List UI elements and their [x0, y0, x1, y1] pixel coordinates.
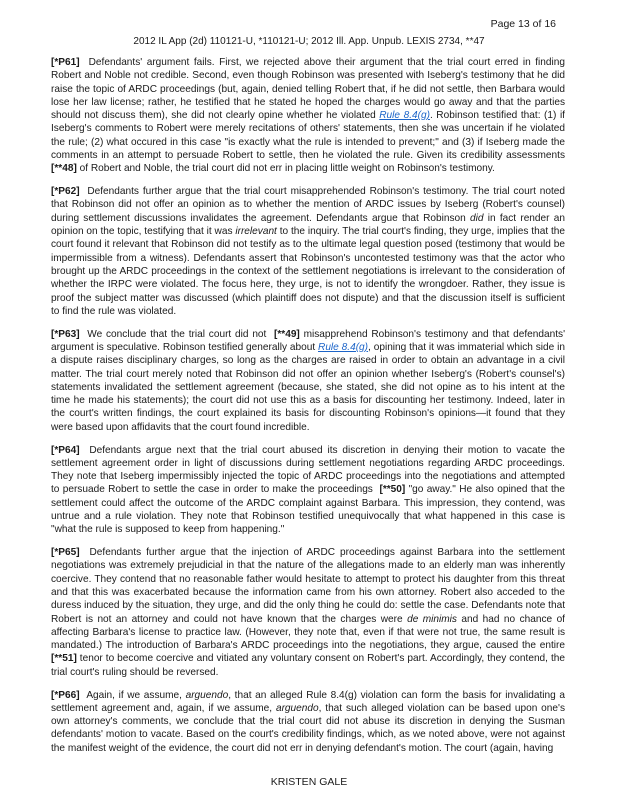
paragraph-marker: [*P62] — [51, 186, 80, 198]
page-number: Page 13 of 16 — [490, 18, 556, 30]
paragraph-text: Defendants further argue that the injection of ARDC proceedings against Barbara into the settlement negotiations was extremely prejudicial in that the nature of the allegations made to an elderly man was inherently coercive. They contend that no reasonable father would hesitate to attempt to protect his daughter from this threat and that this was exacerbated because the information came from his own attorney. Robert also acceded to the duress induced by the situation, they urge, and did the only thing he could do: settle the case. Defendants note that Robert is not an attorney and could not have known that the charges were — [51, 547, 568, 625]
opinion-paragraph — [51, 546, 568, 679]
paragraph-marker: [*P64] — [51, 444, 80, 456]
paragraph-text: to the inquiry. The trial court's finding, they urge, implies that the court found it relevant that Robinson did not testify as to the ultimate legal question posed (testimony that would be impermissible from a witness). Defendants assert that Robinson's uncontested testimony was that the actor who brought up the ARDC proceedings in the context of the settlement negotiations is irrelevant to the consideration of whether the IRPC were violated. The focus here, they urge, is not to identify the wrongdoer. Rather, they issue is proof the subject matter was discussed (which plaintiff does not dispute) and that the discussion itself is sufficient to find the rule was violated. — [51, 226, 568, 317]
emphasis-text: arguendo — [185, 689, 229, 701]
paragraph-text: tenor to become coercive and vitiated any voluntary consent on Robert's part. Accordingly, they contend, the trial court's ruling should be reversed. — [51, 653, 568, 678]
emphasis-text: irrelevant — [235, 226, 277, 238]
opinion-paragraph — [51, 689, 568, 755]
paragraph-text: and had no chance of affecting Barbara's license to practice law. (However, they note that, even if that were not true, the same result is mandated.) The introduction of Barbara's ARDC proceedings into the negotiations, they argue, caused the entire — [51, 613, 568, 652]
paragraph-marker: [*P63] — [51, 328, 80, 340]
paragraph-text: Defendants further argue that the trial court misapprehended Robinson's testimony. The trial court noted that Robinson did not offer an opinion as to whether the mention of ARDC issues by Iseberg (Robert's counsel) during settlement discussions invalidates the agreement. Defendants argue that Robinson — [51, 186, 568, 224]
paragraph-text: , that such alleged violation can be based upon one's own attorney's comments, we conclude that the trial court did not abuse its discretion in denying the Susman defendants' motion to vacate. Based on the court's credibility findings, which, as we noted above, were not against the manifest weight of the evidence, the court did not err in denying defendant's motion. The court (again, having — [51, 702, 568, 754]
paragraph-marker: [*P66] — [51, 689, 80, 701]
rule-link[interactable]: Rule 8.4(g) — [318, 341, 369, 353]
rule-link[interactable]: Rule 8.4(g) — [379, 110, 430, 122]
paragraph-text: , opining that it was immaterial which side in a dispute raises disciplinary charges, so long as the charges are raised in order to obtain an advantage in a civil matter. The trial court merely noted that Robinson did not offer an opinion whether Iseberg's (Robert's counsel's) statements invalidated the settlement agreement (because, she stated, she did not opine as to his intent at the time he made his statements); the court did not use this as a basis for discounting her testimony. Indeed, later in the court's written findings, the court explained its basis for discounting Robinson's opinions—it found that they were based upon affidavits that the court found incredible. — [51, 341, 568, 433]
opinion-paragraph — [51, 56, 568, 176]
paragraph-text: . Robinson testified that: (1) if Iseberg's comments to Robert were merely recitations of others' statements, then she was uncertain if he violated the rule; (2) what occured in this case "is exactly what the rule is intended to prevent;" and (3) if Iseberg made the comments in an attempt to persuade Robert to settle, then he violated the rule. Given its credibility assessments — [51, 110, 568, 162]
emphasis-text: arguendo — [275, 702, 319, 714]
paragraph-text: in fact render an opinion on the topic, testifying that it was — [51, 212, 568, 238]
document-body — [51, 56, 568, 765]
paragraph-marker: [*P61] — [51, 57, 80, 68]
emphasis-text: de minimis — [407, 613, 457, 625]
opinion-paragraph — [51, 328, 568, 434]
paragraph-text: of Robert and Noble, the trial court did not err in placing little weight on Robinson's testimony. — [76, 163, 495, 175]
paragraph-text: We conclude that the trial court did not — [79, 328, 274, 340]
paragraph-text: , that an alleged Rule 8.4(g) violation can form the basis for invalidating a settlement agreement and, again, if we assume, — [51, 689, 568, 714]
paragraph-text: Again, if we assume, — [79, 689, 186, 701]
paragraph-marker: [**48] — [51, 163, 77, 175]
emphasis-text: did — [469, 212, 484, 224]
paragraph-marker: [*P65] — [51, 547, 80, 559]
paragraph-text: "go away." He also opined that the settlement could affect the outcome of the ARDC complaint against Barbara. This impression, they contend, was untrue and a rule violation. They note that Robinson testified unequivocally that what happened in this case is "what the rule is supposed to keep from happening." — [51, 484, 568, 536]
paragraph-marker: [**49] — [273, 328, 300, 340]
opinion-paragraph — [51, 185, 568, 318]
paragraph-text: Defendants' argument fails. First, we rejected above their argument that the trial court erred in finding Robert and Noble not credible. Second, even though Robinson was presented with Iseberg's testimony that he did raise the topic of ARDC proceedings (but, again, denied telling Robert that, if he did not settle, then Barbara would lose her law license; rather, he testified that he stated he hoped the charges would go away and that the parties should not discuss them), she did not clearly opine whether he violated — [51, 57, 568, 122]
paragraph-text: misapprehend Robinson's testimony and that defendants' argument is speculative. Robinson testified generally about — [51, 328, 568, 353]
opinion-paragraph — [51, 444, 568, 537]
case-citation-header: 2012 IL App (2d) 110121-U, *110121-U; 2012 Ill. App. Unpub. LEXIS 2734, **47 — [133, 36, 485, 47]
footer-name: KRISTEN GALE — [270, 776, 348, 788]
paragraph-marker: [**51] — [51, 653, 77, 665]
paragraph-text: Defendants argue next that the trial court abused its discretion in denying their motion to vacate the settlement agreement order in light of discussions during settlement negotiations regarding ARDC proceedings. They note that Iseberg impermissibly injected the topic of ARDC proceedings into the negotiations and attempted to persuade Robert to settle the case in order to make the proceedings — [51, 444, 568, 496]
paragraph-marker: [**50] — [379, 484, 406, 496]
